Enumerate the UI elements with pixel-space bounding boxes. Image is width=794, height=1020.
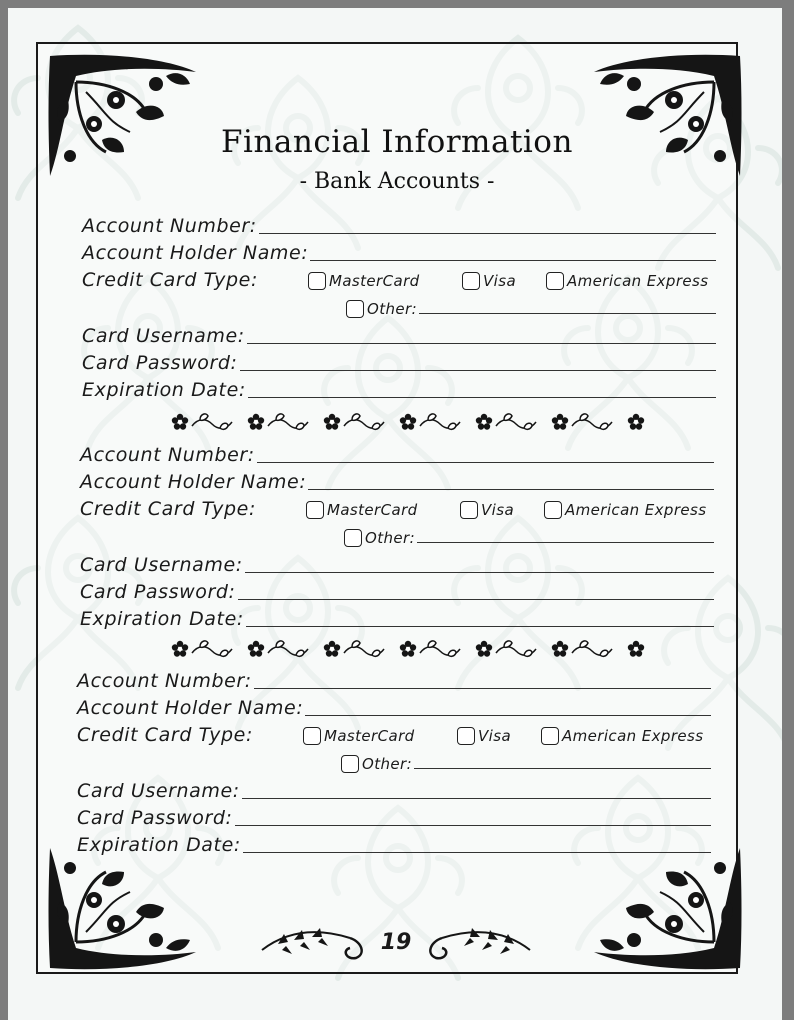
american-express-checkbox[interactable] bbox=[546, 272, 564, 290]
credit-card-type-label: Credit Card Type: bbox=[82, 269, 258, 291]
card-username-label: Card Username: bbox=[82, 325, 245, 347]
corner-flourish-top-left-icon bbox=[46, 52, 206, 182]
expiration-date-row bbox=[77, 829, 711, 856]
credit-card-type-label: Credit Card Type: bbox=[80, 498, 256, 520]
other-card-type-field[interactable] bbox=[419, 313, 716, 314]
credit-card-type-row bbox=[82, 264, 722, 291]
card-username-field[interactable] bbox=[247, 343, 716, 344]
mastercard-label: MasterCard bbox=[329, 272, 420, 290]
account-holder-row bbox=[82, 237, 716, 264]
page-number: 19 bbox=[380, 930, 412, 955]
visa-checkbox[interactable] bbox=[462, 272, 480, 290]
american-express-label: American Express bbox=[565, 501, 707, 519]
floral-divider-icon bbox=[170, 410, 650, 434]
american-express-checkbox[interactable] bbox=[541, 727, 559, 745]
american-express-option[interactable] bbox=[546, 272, 708, 290]
account-holder-label: Account Holder Name: bbox=[82, 242, 309, 264]
card-password-row bbox=[82, 347, 716, 374]
mastercard-checkbox[interactable] bbox=[303, 727, 321, 745]
card-password-label: Card Password: bbox=[77, 807, 233, 829]
visa-option[interactable] bbox=[457, 727, 511, 745]
mastercard-label: MasterCard bbox=[324, 727, 415, 745]
other-checkbox[interactable] bbox=[344, 529, 362, 547]
corner-flourish-top-right-icon bbox=[584, 52, 744, 182]
expiration-date-label: Expiration Date: bbox=[77, 834, 241, 856]
floral-divider-icon bbox=[170, 637, 650, 661]
expiration-date-field[interactable] bbox=[248, 397, 716, 398]
visa-label: Visa bbox=[478, 727, 512, 745]
other-label: Other: bbox=[367, 300, 418, 318]
account-holder-field[interactable] bbox=[305, 715, 711, 716]
expiration-date-field[interactable] bbox=[246, 626, 714, 627]
credit-card-type-row bbox=[77, 719, 717, 746]
expiration-date-field[interactable] bbox=[243, 852, 711, 853]
american-express-option[interactable] bbox=[541, 727, 703, 745]
visa-checkbox[interactable] bbox=[457, 727, 475, 745]
card-password-row bbox=[77, 802, 711, 829]
mastercard-checkbox[interactable] bbox=[308, 272, 326, 290]
other-card-type-row bbox=[344, 523, 714, 547]
visa-checkbox[interactable] bbox=[460, 501, 478, 519]
credit-card-type-label: Credit Card Type: bbox=[77, 724, 253, 746]
visa-label: Visa bbox=[481, 501, 515, 519]
american-express-checkbox[interactable] bbox=[544, 501, 562, 519]
account-holder-label: Account Holder Name: bbox=[77, 697, 304, 719]
expiration-date-label: Expiration Date: bbox=[80, 608, 244, 630]
other-label: Other: bbox=[362, 755, 413, 773]
card-username-field[interactable] bbox=[245, 572, 714, 573]
card-username-label: Card Username: bbox=[80, 554, 243, 576]
visa-option[interactable] bbox=[462, 272, 516, 290]
other-checkbox[interactable] bbox=[346, 300, 364, 318]
american-express-label: American Express bbox=[567, 272, 709, 290]
other-checkbox[interactable] bbox=[341, 755, 359, 773]
card-password-row bbox=[80, 576, 714, 603]
account-holder-field[interactable] bbox=[310, 260, 716, 261]
visa-option[interactable] bbox=[460, 501, 514, 519]
mastercard-option[interactable] bbox=[306, 501, 418, 519]
card-username-field[interactable] bbox=[242, 798, 711, 799]
american-express-option[interactable] bbox=[544, 501, 706, 519]
account-number-label: Account Number: bbox=[77, 670, 252, 692]
corner-flourish-bottom-left-icon bbox=[46, 842, 206, 972]
account-holder-row bbox=[80, 466, 714, 493]
mastercard-option[interactable] bbox=[308, 272, 420, 290]
account-number-field[interactable] bbox=[254, 688, 711, 689]
card-username-row bbox=[82, 320, 716, 347]
expiration-date-row bbox=[82, 374, 716, 401]
mastercard-checkbox[interactable] bbox=[306, 501, 324, 519]
account-holder-field[interactable] bbox=[308, 489, 714, 490]
account-number-label: Account Number: bbox=[82, 215, 257, 237]
mastercard-label: MasterCard bbox=[327, 501, 418, 519]
page-title: Financial Information bbox=[221, 124, 573, 160]
account-number-field[interactable] bbox=[257, 462, 714, 463]
corner-flourish-bottom-right-icon bbox=[584, 842, 744, 972]
other-card-type-row bbox=[341, 749, 711, 773]
account-number-row bbox=[80, 439, 714, 466]
card-username-label: Card Username: bbox=[77, 780, 240, 802]
account-number-label: Account Number: bbox=[80, 444, 255, 466]
other-card-type-field[interactable] bbox=[414, 768, 711, 769]
other-label: Other: bbox=[365, 529, 416, 547]
card-username-row bbox=[77, 775, 711, 802]
account-number-field[interactable] bbox=[259, 233, 716, 234]
expiration-date-label: Expiration Date: bbox=[82, 379, 246, 401]
card-password-field[interactable] bbox=[240, 370, 716, 371]
card-password-label: Card Password: bbox=[82, 352, 238, 374]
card-password-field[interactable] bbox=[235, 825, 711, 826]
credit-card-type-row bbox=[80, 493, 720, 520]
account-holder-label: Account Holder Name: bbox=[80, 471, 307, 493]
card-password-field[interactable] bbox=[238, 599, 714, 600]
mastercard-option[interactable] bbox=[303, 727, 415, 745]
american-express-label: American Express bbox=[562, 727, 704, 745]
card-password-label: Card Password: bbox=[80, 581, 236, 603]
account-number-row bbox=[77, 665, 711, 692]
other-card-type-field[interactable] bbox=[417, 542, 714, 543]
visa-label: Visa bbox=[483, 272, 517, 290]
account-holder-row bbox=[77, 692, 711, 719]
expiration-date-row bbox=[80, 603, 714, 630]
page-subtitle: - Bank Accounts - bbox=[299, 169, 495, 194]
account-number-row bbox=[82, 210, 716, 237]
card-username-row bbox=[80, 549, 714, 576]
other-card-type-row bbox=[346, 294, 716, 318]
